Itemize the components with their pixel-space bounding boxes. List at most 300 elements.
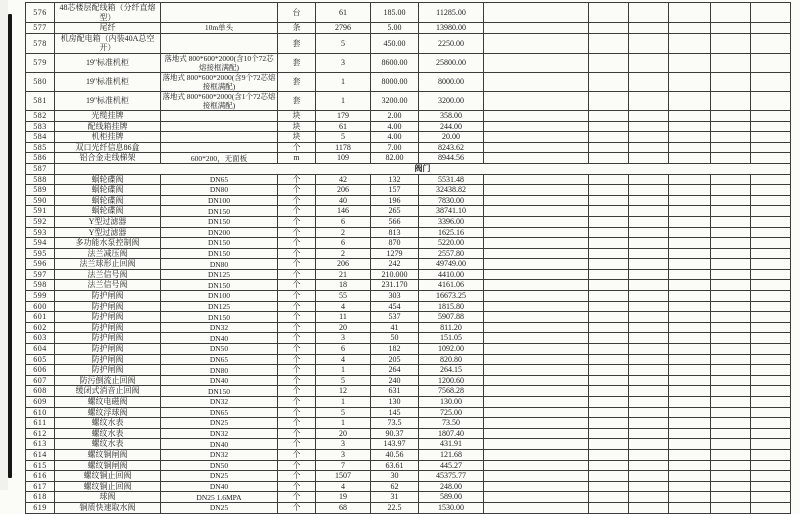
quantity-cell: 206 <box>316 259 371 270</box>
empty-cell <box>484 280 589 291</box>
quantity-cell: 5 <box>316 33 371 53</box>
empty-cell <box>589 365 629 376</box>
table-row <box>26 259 791 270</box>
empty-cell <box>629 439 669 450</box>
spec-cell: DN25 <box>161 471 278 482</box>
row-no-cell: 586 <box>26 153 55 164</box>
empty-cell <box>751 238 791 249</box>
item-name-cell: 球阀 <box>55 492 161 503</box>
unit-cell: 个 <box>278 471 316 482</box>
unit-cell: 个 <box>278 439 316 450</box>
empty-cell <box>484 269 589 280</box>
table-row <box>26 344 791 355</box>
empty-cell <box>629 72 669 91</box>
row-no-cell: 578 <box>26 33 55 53</box>
empty-cell <box>589 322 629 333</box>
unit-price-cell: 240 <box>371 375 419 386</box>
empty-cell <box>711 72 751 91</box>
row-no-cell: 589 <box>26 185 55 196</box>
unit-price-cell: 4.00 <box>371 121 419 132</box>
total-price-cell: 8944.56 <box>419 153 484 164</box>
empty-cell <box>669 407 711 418</box>
empty-cell <box>751 481 791 492</box>
unit-cell: 个 <box>278 460 316 471</box>
spec-cell: DN32 <box>161 449 278 460</box>
unit-price-cell: 265 <box>371 206 419 217</box>
empty-cell <box>589 333 629 344</box>
empty-cell <box>484 375 589 386</box>
row-no-cell: 598 <box>26 280 55 291</box>
table-row <box>26 91 791 110</box>
spec-cell: DN150 <box>161 216 278 227</box>
unit-cell: 个 <box>278 333 316 344</box>
empty-cell <box>669 195 711 206</box>
row-no-cell: 601 <box>26 312 55 323</box>
empty-cell <box>669 449 711 460</box>
empty-cell <box>589 492 629 503</box>
empty-cell <box>751 312 791 323</box>
empty-cell <box>711 248 751 259</box>
quantity-cell: 4 <box>316 301 371 312</box>
empty-cell <box>711 418 751 429</box>
empty-cell <box>669 502 711 513</box>
empty-cell <box>669 492 711 503</box>
empty-cell <box>669 291 711 302</box>
quantity-cell: 4 <box>316 354 371 365</box>
item-name-cell: 螺纹铜止回阀 <box>55 481 161 492</box>
table-row <box>26 23 791 34</box>
table-row <box>26 72 791 91</box>
table-row <box>26 291 791 302</box>
empty-cell <box>629 269 669 280</box>
total-price-cell: 20.00 <box>419 132 484 143</box>
unit-cell: 个 <box>278 206 316 217</box>
quantity-cell: 68 <box>316 502 371 513</box>
quantity-cell: 20 <box>316 322 371 333</box>
row-no-cell: 615 <box>26 460 55 471</box>
empty-cell <box>669 153 711 164</box>
empty-cell <box>484 312 589 323</box>
unit-cell: 个 <box>278 397 316 408</box>
item-name-cell: 防护闸阀 <box>55 322 161 333</box>
total-price-cell: 8243.62 <box>419 142 484 153</box>
total-price-cell: 2250.00 <box>419 33 484 53</box>
empty-cell <box>751 259 791 270</box>
row-no-cell: 588 <box>26 174 55 185</box>
empty-cell <box>751 132 791 143</box>
spec-cell: DN65 <box>161 354 278 365</box>
empty-cell <box>589 195 629 206</box>
row-no-cell: 614 <box>26 449 55 460</box>
unit-price-cell: 537 <box>371 312 419 323</box>
quantity-cell: 7 <box>316 460 371 471</box>
empty-cell <box>669 354 711 365</box>
empty-cell <box>629 301 669 312</box>
quantity-cell: 4 <box>316 481 371 492</box>
spec-cell: DN80 <box>161 365 278 376</box>
empty-cell <box>711 53 751 72</box>
empty-cell <box>751 471 791 482</box>
quantity-cell: 21 <box>316 269 371 280</box>
empty-cell <box>589 259 629 270</box>
empty-cell <box>751 142 791 153</box>
unit-cell: 个 <box>278 280 316 291</box>
empty-cell <box>589 53 629 72</box>
item-name-cell: 缓闭式消音止回阀 <box>55 386 161 397</box>
row-no-cell: 605 <box>26 354 55 365</box>
spec-cell: DN25 <box>161 418 278 429</box>
empty-cell <box>751 449 791 460</box>
unit-price-cell: 264 <box>371 365 419 376</box>
empty-cell <box>589 502 629 513</box>
quantity-cell: 2 <box>316 248 371 259</box>
empty-cell <box>669 259 711 270</box>
empty-cell <box>629 23 669 34</box>
total-price-cell: 45375.77 <box>419 471 484 482</box>
empty-cell <box>589 354 629 365</box>
quantity-cell: 61 <box>316 3 371 23</box>
empty-cell <box>711 439 751 450</box>
table-row <box>26 449 791 460</box>
spec-cell: DN150 <box>161 280 278 291</box>
empty-cell <box>484 216 589 227</box>
total-price-cell: 264.15 <box>419 365 484 376</box>
total-price-cell: 121.68 <box>419 449 484 460</box>
row-no-cell: 607 <box>26 375 55 386</box>
empty-cell <box>484 132 589 143</box>
empty-cell <box>669 365 711 376</box>
unit-cell: 个 <box>278 227 316 238</box>
unit-price-cell: 8000.00 <box>371 72 419 91</box>
empty-cell <box>589 418 629 429</box>
empty-cell <box>589 439 629 450</box>
total-price-cell: 32438.82 <box>419 185 484 196</box>
quantity-cell: 1 <box>316 418 371 429</box>
quantity-cell: 2796 <box>316 23 371 34</box>
total-price-cell: 445.27 <box>419 460 484 471</box>
item-name-cell: 配线箱挂牌 <box>55 121 161 132</box>
empty-cell <box>589 238 629 249</box>
quantity-cell: 1 <box>316 397 371 408</box>
empty-cell <box>484 23 589 34</box>
empty-cell <box>484 386 589 397</box>
spec-cell: DN100 <box>161 195 278 206</box>
table-row <box>26 365 791 376</box>
unit-cell: 个 <box>278 407 316 418</box>
empty-cell <box>629 280 669 291</box>
item-name-cell: 法兰球形止回阀 <box>55 259 161 270</box>
empty-cell <box>484 3 589 23</box>
row-no-cell: 610 <box>26 407 55 418</box>
unit-cell: 个 <box>278 354 316 365</box>
total-price-cell: 2557.80 <box>419 248 484 259</box>
total-price-cell: 589.00 <box>419 492 484 503</box>
empty-cell <box>484 291 589 302</box>
unit-cell: 个 <box>278 365 316 376</box>
unit-price-cell: 196 <box>371 195 419 206</box>
quantity-cell: 42 <box>316 174 371 185</box>
quantity-cell: 1507 <box>316 471 371 482</box>
empty-cell <box>629 33 669 53</box>
total-price-cell: 811.20 <box>419 322 484 333</box>
unit-price-cell: 210.000 <box>371 269 419 280</box>
spec-cell <box>161 121 278 132</box>
unit-price-cell: 5.00 <box>371 23 419 34</box>
table-row <box>26 397 791 408</box>
empty-cell <box>484 344 589 355</box>
unit-price-cell: 1279 <box>371 248 419 259</box>
unit-cell: 个 <box>278 322 316 333</box>
unit-cell: 个 <box>278 375 316 386</box>
quantity-cell: 1 <box>316 72 371 91</box>
table-row <box>26 53 791 72</box>
row-no-cell: 584 <box>26 132 55 143</box>
empty-cell <box>484 174 589 185</box>
empty-cell <box>589 291 629 302</box>
unit-cell: 个 <box>278 418 316 429</box>
boq-table-body <box>26 3 791 514</box>
unit-price-cell: 2.00 <box>371 110 419 121</box>
empty-cell <box>589 248 629 259</box>
table-row <box>26 132 791 143</box>
empty-cell <box>751 153 791 164</box>
empty-cell <box>629 344 669 355</box>
row-no-cell: 580 <box>26 72 55 91</box>
item-name-cell: 螺纹水表 <box>55 428 161 439</box>
empty-cell <box>711 91 751 110</box>
table-row <box>26 312 791 323</box>
empty-cell <box>711 375 751 386</box>
empty-cell <box>669 33 711 53</box>
unit-price-cell: 450.00 <box>371 33 419 53</box>
row-no-cell: 579 <box>26 53 55 72</box>
spec-cell: DN50 <box>161 460 278 471</box>
empty-cell <box>751 185 791 196</box>
quantity-cell: 2 <box>316 227 371 238</box>
total-price-cell: 248.00 <box>419 481 484 492</box>
page-edge-strip <box>0 0 8 490</box>
empty-cell <box>669 248 711 259</box>
unit-cell: 块 <box>278 132 316 143</box>
total-price-cell: 8000.00 <box>419 72 484 91</box>
item-name-cell: 机房配电箱（内装40A总空开） <box>55 33 161 53</box>
item-name-cell: 法兰信号阀 <box>55 269 161 280</box>
unit-cell: 个 <box>278 216 316 227</box>
empty-cell <box>669 269 711 280</box>
empty-cell <box>589 110 629 121</box>
empty-cell <box>669 238 711 249</box>
unit-price-cell: 63.61 <box>371 460 419 471</box>
quantity-cell: 1 <box>316 365 371 376</box>
empty-cell <box>669 185 711 196</box>
empty-cell <box>751 269 791 280</box>
table-row <box>26 269 791 280</box>
empty-cell <box>711 121 751 132</box>
empty-cell <box>751 386 791 397</box>
empty-cell <box>669 386 711 397</box>
empty-cell <box>484 333 589 344</box>
total-price-cell: 5907.88 <box>419 312 484 323</box>
spec-cell <box>161 33 278 53</box>
unit-price-cell: 30 <box>371 471 419 482</box>
total-price-cell: 4161.06 <box>419 280 484 291</box>
unit-cell: 个 <box>278 142 316 153</box>
empty-cell <box>751 333 791 344</box>
empty-cell <box>484 53 589 72</box>
item-name-cell: 铜质快速取水阀 <box>55 502 161 513</box>
total-price-cell: 244.00 <box>419 121 484 132</box>
empty-cell <box>711 460 751 471</box>
empty-cell <box>589 407 629 418</box>
row-no-cell: 599 <box>26 291 55 302</box>
empty-cell <box>589 121 629 132</box>
empty-cell <box>669 110 711 121</box>
unit-price-cell: 62 <box>371 481 419 492</box>
quantity-cell: 11 <box>316 312 371 323</box>
empty-cell <box>711 153 751 164</box>
row-no-cell: 591 <box>26 206 55 217</box>
unit-cell: 个 <box>278 259 316 270</box>
table-row <box>26 227 791 238</box>
empty-cell <box>711 23 751 34</box>
spec-cell: DN80 <box>161 185 278 196</box>
empty-cell <box>484 33 589 53</box>
empty-cell <box>589 91 629 110</box>
empty-cell <box>669 375 711 386</box>
empty-cell <box>484 397 589 408</box>
spec-cell: DN65 <box>161 174 278 185</box>
empty-cell <box>669 53 711 72</box>
scan-artifact-line <box>8 14 12 478</box>
empty-cell <box>711 397 751 408</box>
spec-cell: DN125 <box>161 301 278 312</box>
total-price-cell: 1200.60 <box>419 375 484 386</box>
empty-cell <box>589 428 629 439</box>
empty-cell <box>484 227 589 238</box>
empty-cell <box>711 386 751 397</box>
quantity-cell: 6 <box>316 238 371 249</box>
table-row <box>26 460 791 471</box>
empty-cell <box>669 439 711 450</box>
spec-cell: 落地式 800*600*2000(含1个72芯熔接框满配) <box>162 91 276 110</box>
empty-cell <box>589 72 629 91</box>
item-name-cell: 多功能水泵控制阀 <box>55 238 161 249</box>
empty-cell <box>629 142 669 153</box>
unit-price-cell: 41 <box>371 322 419 333</box>
unit-cell: 个 <box>278 449 316 460</box>
empty-cell <box>629 322 669 333</box>
item-name-cell: 蜗轮碟阀 <box>55 174 161 185</box>
item-name-cell: 法兰减压阀 <box>55 248 161 259</box>
empty-cell <box>629 375 669 386</box>
empty-cell <box>711 259 751 270</box>
empty-cell <box>669 121 711 132</box>
item-name-cell: 48芯楼层配线箱（分纤直熔型） <box>55 3 161 23</box>
empty-cell <box>629 333 669 344</box>
unit-price-cell: 143.97 <box>371 439 419 450</box>
spec-cell: DN40 <box>161 439 278 450</box>
empty-cell <box>751 3 791 23</box>
unit-cell: 个 <box>278 386 316 397</box>
quantity-cell: 146 <box>316 206 371 217</box>
table-row <box>26 110 791 121</box>
item-name-cell: 蜗轮碟阀 <box>55 195 161 206</box>
unit-cell: 个 <box>278 481 316 492</box>
unit-price-cell: 50 <box>371 333 419 344</box>
total-price-cell: 1625.16 <box>419 227 484 238</box>
empty-cell <box>629 471 669 482</box>
empty-cell <box>589 153 629 164</box>
item-name-cell: 防护闸阀 <box>55 365 161 376</box>
spec-cell: DN150 <box>161 206 278 217</box>
row-no-cell: 590 <box>26 195 55 206</box>
empty-cell <box>711 344 751 355</box>
empty-cell <box>669 174 711 185</box>
unit-cell: 个 <box>278 502 316 513</box>
empty-cell <box>669 481 711 492</box>
empty-cell <box>711 206 751 217</box>
unit-cell: 个 <box>278 428 316 439</box>
quantity-cell: 3 <box>316 53 371 72</box>
spec-cell: DN100 <box>161 291 278 302</box>
empty-cell <box>589 216 629 227</box>
empty-cell <box>629 153 669 164</box>
empty-cell <box>711 471 751 482</box>
empty-cell <box>751 365 791 376</box>
empty-cell <box>711 33 751 53</box>
row-no-cell: 583 <box>26 121 55 132</box>
spec-cell: DN200 <box>161 227 278 238</box>
empty-cell <box>629 449 669 460</box>
empty-cell <box>589 23 629 34</box>
unit-cell: 个 <box>278 195 316 206</box>
empty-cell <box>484 121 589 132</box>
quantity-cell: 18 <box>316 280 371 291</box>
quantity-cell: 5 <box>316 132 371 143</box>
unit-cell: 块 <box>278 121 316 132</box>
table-row <box>26 502 791 513</box>
item-name-cell: 螺纹铜闸阀 <box>55 449 161 460</box>
empty-cell <box>629 216 669 227</box>
empty-cell <box>751 492 791 503</box>
spec-cell: DN25 <box>161 502 278 513</box>
unit-cell: 套 <box>278 33 316 53</box>
total-price-cell: 49749.00 <box>419 259 484 270</box>
row-no-cell: 594 <box>26 238 55 249</box>
empty-cell <box>711 195 751 206</box>
empty-cell <box>751 216 791 227</box>
empty-cell <box>711 132 751 143</box>
total-price-cell: 1092.00 <box>419 344 484 355</box>
item-name-cell: 防护闸阀 <box>55 333 161 344</box>
row-no-cell: 581 <box>26 91 55 110</box>
row-no-cell: 611 <box>26 418 55 429</box>
empty-cell <box>711 110 751 121</box>
empty-cell <box>711 365 751 376</box>
empty-cell <box>629 291 669 302</box>
empty-cell <box>629 91 669 110</box>
empty-cell <box>669 23 711 34</box>
empty-cell <box>711 492 751 503</box>
spec-cell <box>161 110 278 121</box>
empty-cell <box>711 502 751 513</box>
table-row <box>26 238 791 249</box>
total-price-cell: 3200.00 <box>419 91 484 110</box>
unit-cell: 个 <box>278 312 316 323</box>
empty-cell <box>629 238 669 249</box>
table-row <box>26 142 791 153</box>
unit-cell: 套 <box>278 72 316 91</box>
